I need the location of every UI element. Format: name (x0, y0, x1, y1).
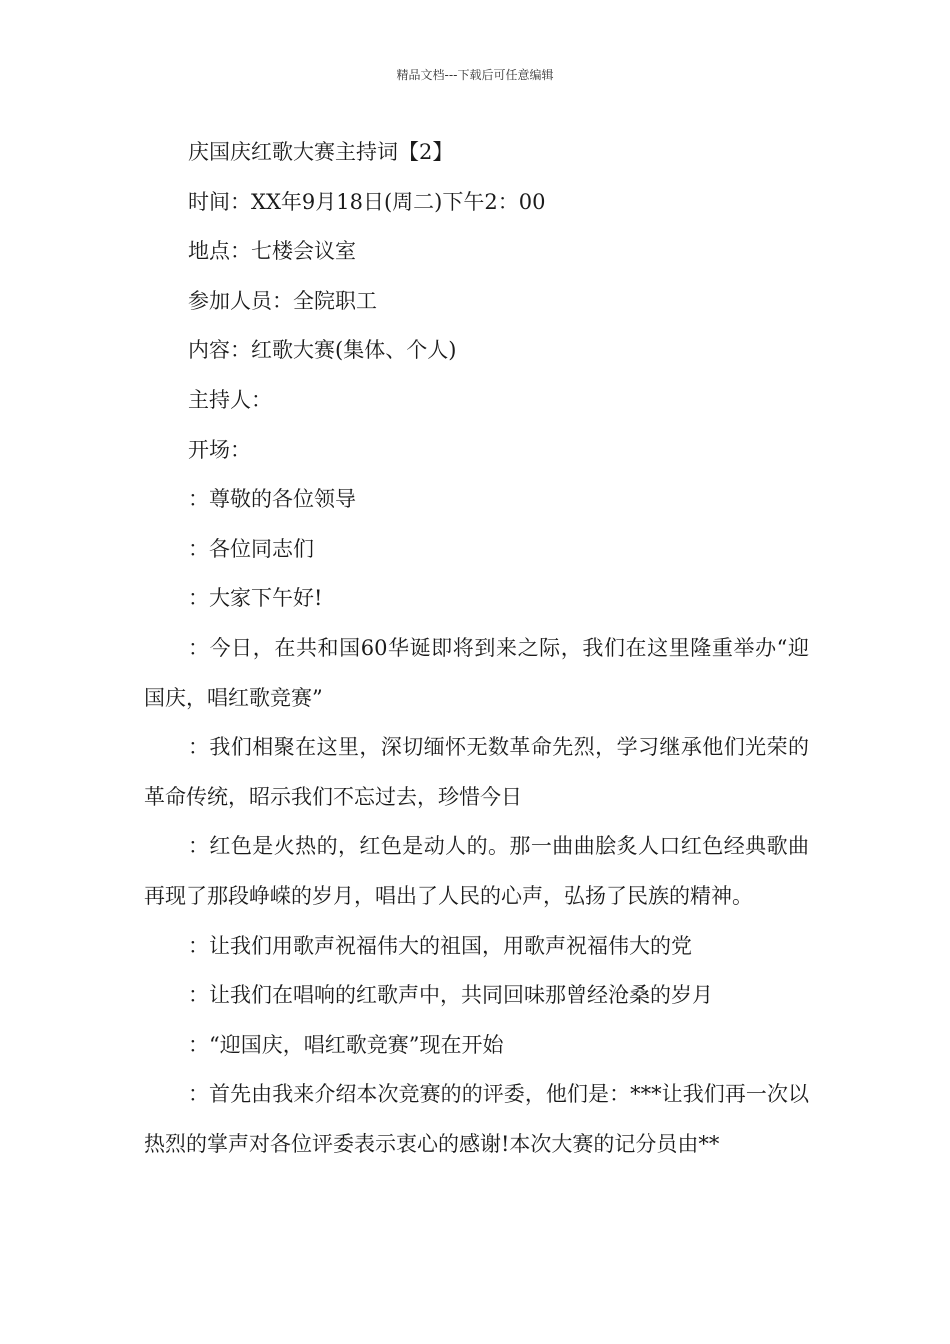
paragraph: ：各位同志们 (188, 536, 314, 561)
paragraph-location: 地点：七楼会议室 (188, 239, 356, 264)
paragraph: ：“迎国庆，唱红歌竞赛”现在开始 (188, 1032, 504, 1057)
paragraph: ：让我们用歌声祝福伟大的祖国，用歌声祝福伟大的党 (188, 933, 692, 958)
paragraph-time: 时间：XX年9月18日(周二)下午2：00 (188, 189, 546, 214)
paragraph-host: 主持人： (188, 387, 272, 412)
paragraph-content: 内容：红歌大赛(集体、个人) (188, 338, 457, 363)
document-body (144, 128, 809, 1169)
document-title: 庆国庆红歌大赛主持词【2】 (188, 140, 454, 164)
paragraph: ：让我们在唱响的红歌声中，共同回味那曾经沧桑的岁月 (188, 983, 713, 1008)
paragraph: ：我们相聚在这里，深切缅怀无数革命先烈，学习继承他们光荣的革命传统，昭示我们不忘过去，珍惜今日 (144, 735, 809, 809)
paragraph: ：今日，在共和国60华诞即将到来之际，我们在这里隆重举办“迎国庆，唱红歌竞赛” (144, 635, 809, 710)
paragraph-opening: 开场： (188, 437, 251, 462)
paragraph-participants: 参加人员：全院职工 (188, 288, 377, 313)
paragraph: ：红色是火热的，红色是动人的。那一曲曲脍炙人口红色经典歌曲再现了那段峥嵘的岁月，唱出了人民的心声，弘扬了民族的精神。 (144, 834, 809, 908)
page-header-note: 精品文档---下载后可任意编辑 (396, 68, 554, 82)
paragraph: ：大家下午好! (188, 586, 323, 611)
paragraph: ：首先由我来介绍本次竞赛的的评委，他们是：***让我们再一次以热烈的掌声对各位评委表示衷心的感谢!本次大赛的记分员由** (144, 1082, 809, 1156)
paragraph: ：尊敬的各位领导 (188, 487, 356, 512)
